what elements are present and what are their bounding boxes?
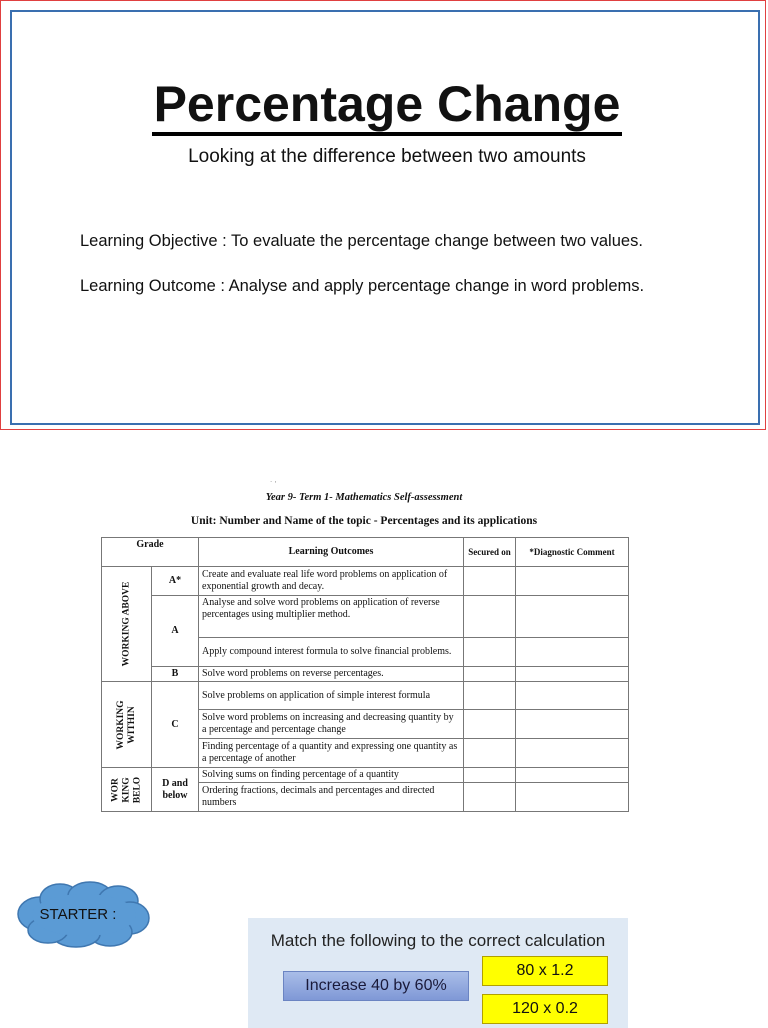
secured-cell[interactable]: [464, 667, 516, 682]
comment-cell[interactable]: [516, 768, 629, 783]
grade-a-star: A*: [152, 567, 199, 596]
secured-cell[interactable]: [464, 710, 516, 739]
match-option-card[interactable]: 80 x 1.2: [482, 956, 608, 986]
band-working-above: WORKING ABOVE: [102, 567, 152, 682]
table-header-row: [102, 538, 629, 567]
outcome-cell: Solve problems on application of simple interest formula: [199, 682, 464, 710]
secured-cell[interactable]: [464, 567, 516, 596]
header-outcomes: Learning Outcomes: [199, 538, 464, 567]
learning-objective: Learning Objective : To evaluate the percentage change between two values.: [80, 232, 643, 250]
self-assessment-unit: Unit: Number and Name of the topic - Percentages and its applications: [190, 515, 538, 527]
comment-cell[interactable]: [516, 783, 629, 812]
table-row: [102, 768, 629, 783]
learning-outcome: Learning Outcome : Analyse and apply percentage change in word problems.: [80, 277, 645, 295]
header-diagnostic: *Diagnostic Comment: [516, 538, 629, 567]
grade-a: A: [152, 596, 199, 667]
band-working-within: WORKING WITHIN: [102, 682, 152, 768]
outcome-cell: Analyse and solve word problems on application of reverse percentages using multiplier method.: [199, 596, 464, 638]
grade-b: B: [152, 667, 199, 682]
outcome-cell: Ordering fractions, decimals and percentages and directed numbers: [199, 783, 464, 812]
table-row: [102, 596, 629, 638]
outcome-cell: Create and evaluate real life word problems on application of exponential growth and decay.: [199, 567, 464, 596]
header-grade: Grade: [102, 538, 199, 567]
outcome-cell: Solve word problems on increasing and decreasing quantity by a percentage and percentage change: [199, 710, 464, 739]
grade-c: C: [152, 682, 199, 768]
grade-d-and-below: D and below: [152, 768, 199, 812]
comment-cell[interactable]: [516, 682, 629, 710]
slide-outer-frame: [0, 0, 766, 430]
secured-cell[interactable]: [464, 596, 516, 638]
slide-subtitle: Looking at the difference between two amounts: [188, 146, 586, 167]
table-row: [102, 667, 629, 682]
scan-marks: . ,: [270, 475, 277, 484]
outcome-cell: Solving sums on finding percentage of a quantity: [199, 768, 464, 783]
comment-cell[interactable]: [516, 567, 629, 596]
comment-cell[interactable]: [516, 638, 629, 667]
match-option-card[interactable]: 120 x 0.2: [482, 994, 608, 1024]
outcome-cell: Solve word problems on reverse percentages.: [199, 667, 464, 682]
match-prompt-card[interactable]: Increase 40 by 60%: [283, 971, 469, 1001]
match-activity-panel: [248, 918, 628, 1028]
outcome-cell: Apply compound interest formula to solve financial problems.: [199, 638, 464, 667]
self-assessment-table: [101, 537, 629, 812]
secured-cell[interactable]: [464, 783, 516, 812]
secured-cell[interactable]: [464, 768, 516, 783]
comment-cell[interactable]: [516, 596, 629, 638]
match-instruction: Match the following to the correct calculation: [270, 931, 606, 950]
table-row: [102, 567, 629, 596]
comment-cell[interactable]: [516, 739, 629, 768]
secured-cell[interactable]: [464, 739, 516, 768]
secured-cell[interactable]: [464, 638, 516, 667]
title-slide: [10, 10, 760, 425]
header-secured: Secured on: [464, 538, 516, 567]
comment-cell[interactable]: [516, 667, 629, 682]
band-working-below: WOR KING BELO: [102, 768, 152, 812]
table-row: [102, 682, 629, 710]
outcome-cell: Finding percentage of a quantity and expressing one quantity as a percentage of another: [199, 739, 464, 768]
comment-cell[interactable]: [516, 710, 629, 739]
secured-cell[interactable]: [464, 682, 516, 710]
starter-label: STARTER :: [39, 905, 117, 923]
self-assessment-title: Year 9- Term 1- Mathematics Self-assessment: [265, 492, 463, 503]
slide-title: Percentage Change: [12, 74, 762, 134]
